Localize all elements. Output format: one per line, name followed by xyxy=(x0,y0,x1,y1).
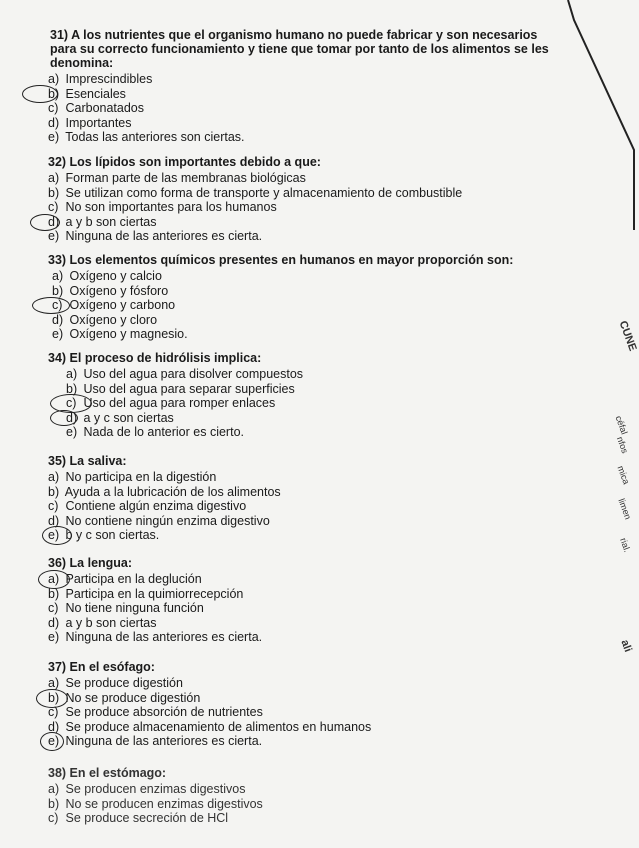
option-text: No se produce digestión xyxy=(65,690,201,705)
answer-circle-mark xyxy=(32,297,70,314)
option-letter: b) xyxy=(48,690,60,705)
option-letter: d) xyxy=(48,115,60,130)
question-title xyxy=(48,766,263,780)
option-text: Ninguna de las anteriores es cierta. xyxy=(65,734,263,748)
option-text: Importantes xyxy=(65,115,132,130)
option-a[interactable] xyxy=(48,72,549,87)
option-letter: d) xyxy=(52,312,64,327)
option-text: Se produce almacenamiento de alimentos en humanos xyxy=(65,719,372,734)
option-letter: d) xyxy=(66,410,78,425)
option-e[interactable] xyxy=(48,630,262,645)
option-c[interactable] xyxy=(48,811,263,826)
option-text: Contiene algún enzima digestivo xyxy=(65,499,247,513)
option-letter: a) xyxy=(52,269,64,283)
option-letter: d) xyxy=(48,719,60,734)
option-a[interactable] xyxy=(48,171,462,186)
question-title xyxy=(48,660,371,674)
option-letter: c) xyxy=(48,101,59,115)
option-letter: a) xyxy=(66,367,78,381)
option-text: Carbonatados xyxy=(65,101,145,115)
option-text: Oxígeno y cloro xyxy=(69,312,158,327)
option-c[interactable] xyxy=(48,396,303,411)
option-letter: c) xyxy=(48,601,59,615)
option-letter: a) xyxy=(48,782,60,796)
question-33 xyxy=(48,253,513,342)
title-line: 36) La lengua: xyxy=(48,556,133,570)
question-31 xyxy=(50,28,549,145)
option-letter: e) xyxy=(52,327,64,341)
option-text: b y c son ciertas. xyxy=(65,528,160,542)
option-letter: b) xyxy=(66,381,78,396)
option-text: Oxígeno y carbono xyxy=(69,298,176,312)
option-b[interactable] xyxy=(48,186,462,201)
option-text: Uso del agua para separar superficies xyxy=(83,381,295,396)
question-38 xyxy=(48,766,263,826)
margin-fragment: nfos xyxy=(614,435,631,455)
option-letter: a) xyxy=(48,171,60,185)
answer-circle-mark xyxy=(30,214,60,231)
option-text: a y b son ciertas xyxy=(65,214,157,229)
option-letter: b) xyxy=(48,484,60,499)
option-text: Oxígeno y magnesio. xyxy=(69,327,188,341)
option-text: Ninguna de las anteriores es cierta. xyxy=(65,630,263,644)
option-text: No participa en la digestión xyxy=(65,470,217,484)
option-letter: e) xyxy=(48,229,60,243)
option-text: Forman parte de las membranas biológicas xyxy=(65,171,306,185)
question-37 xyxy=(48,660,371,749)
option-letter: e) xyxy=(48,630,60,644)
option-letter: e) xyxy=(48,130,60,144)
margin-fragment: mica xyxy=(615,464,632,486)
question-title xyxy=(48,253,513,267)
page-edge-line xyxy=(560,0,636,230)
option-d[interactable] xyxy=(52,313,513,328)
question-title xyxy=(48,454,281,468)
option-a[interactable] xyxy=(48,676,371,691)
option-text: Ninguna de las anteriores es cierta. xyxy=(65,229,263,243)
question-title xyxy=(50,28,549,70)
option-e[interactable] xyxy=(52,327,513,342)
margin-fragment: CUNE xyxy=(616,319,639,353)
title-line: 38) En el estómago: xyxy=(48,766,167,780)
option-letter: c) xyxy=(48,499,59,513)
question-36 xyxy=(48,556,262,645)
title-line: 37) En el esófago: xyxy=(48,660,155,674)
option-letter: b) xyxy=(48,185,60,200)
margin-fragment: limen xyxy=(616,497,634,521)
option-text: Se produce secreción de HCl xyxy=(65,811,229,825)
option-text: No son importantes para los humanos xyxy=(65,200,277,214)
option-b[interactable] xyxy=(48,382,303,397)
option-letter: a) xyxy=(48,72,60,86)
option-text: Nada de lo anterior es cierto. xyxy=(83,425,244,439)
option-a[interactable] xyxy=(48,782,263,797)
option-letter: c) xyxy=(52,298,63,312)
title-line: 32) Los lípidos son importantes debido a que: xyxy=(48,155,321,169)
question-title xyxy=(48,556,262,570)
option-text: Imprescindibles xyxy=(65,72,153,86)
option-text: Participa en la deglución xyxy=(65,572,202,586)
title-line: 31) A los nutrientes que el organismo humano no puede fabricar y son necesarios xyxy=(50,28,538,42)
option-text: Oxígeno y calcio xyxy=(69,269,162,283)
option-d[interactable] xyxy=(48,116,549,131)
option-text: Uso del agua para disolver compuestos xyxy=(83,367,304,381)
option-b[interactable] xyxy=(48,691,371,706)
question-32 xyxy=(48,155,462,244)
title-line: 34) El proceso de hidrólisis implica: xyxy=(48,351,262,365)
option-text: Oxígeno y fósforo xyxy=(69,283,169,298)
option-e[interactable] xyxy=(48,425,303,440)
option-text: Se utilizan como forma de transporte y almacenamiento de combustible xyxy=(65,185,463,200)
option-letter: b) xyxy=(48,86,60,101)
option-c[interactable] xyxy=(48,705,371,720)
option-text: a y c son ciertas xyxy=(83,410,174,425)
option-e[interactable] xyxy=(48,528,281,543)
option-text: a y b son ciertas xyxy=(65,615,157,630)
margin-fragment: rial. xyxy=(618,536,633,554)
option-letter: a) xyxy=(48,676,60,690)
answer-circle-mark xyxy=(42,526,72,545)
answer-circle-mark xyxy=(22,85,58,103)
option-b[interactable] xyxy=(48,87,549,102)
option-text: Participa en la quimiorrecepción xyxy=(65,586,244,601)
option-d[interactable] xyxy=(48,411,303,426)
question-35 xyxy=(48,454,281,543)
option-d[interactable] xyxy=(48,720,371,735)
margin-fragment: ali xyxy=(618,638,634,654)
option-text: No tiene ninguna función xyxy=(65,601,204,615)
option-letter: c) xyxy=(48,705,59,719)
option-letter: c) xyxy=(66,396,77,410)
title-line: 35) La saliva: xyxy=(48,454,127,468)
option-letter: e) xyxy=(48,734,60,748)
option-a[interactable] xyxy=(52,269,513,284)
option-c[interactable] xyxy=(48,601,262,616)
option-letter: c) xyxy=(48,200,59,214)
question-34 xyxy=(48,351,303,440)
option-text: No contiene ningún enzima digestivo xyxy=(65,513,270,528)
option-letter: e) xyxy=(48,528,60,542)
option-letter: d) xyxy=(48,615,60,630)
option-text: Ayuda a la lubricación de los alimentos xyxy=(64,484,281,499)
option-c[interactable] xyxy=(48,101,549,116)
option-text: Se produce absorción de nutrientes xyxy=(65,705,263,719)
option-d[interactable] xyxy=(48,616,262,631)
option-text: Uso del agua para romper enlaces xyxy=(83,396,276,410)
title-line: para su correcto funcionamiento y tiene que tomar por tanto de los alimentos se les xyxy=(50,42,549,56)
option-b[interactable] xyxy=(48,797,263,812)
option-e[interactable] xyxy=(48,229,462,244)
option-text: Se producen enzimas digestivos xyxy=(65,782,246,796)
margin-fragment: céfal xyxy=(613,414,630,436)
option-text: Se produce digestión xyxy=(65,676,183,690)
option-letter: c) xyxy=(48,811,59,825)
option-e[interactable] xyxy=(48,734,371,749)
option-letter: b) xyxy=(52,283,64,298)
option-text: Todas las anteriores son ciertas. xyxy=(65,130,245,144)
option-letter: d) xyxy=(48,513,60,528)
option-letter: b) xyxy=(48,586,60,601)
option-letter: a) xyxy=(48,470,60,484)
question-title xyxy=(48,155,462,169)
option-letter: e) xyxy=(66,425,78,439)
option-d[interactable] xyxy=(48,215,462,230)
option-a[interactable] xyxy=(48,367,303,382)
option-c[interactable] xyxy=(48,200,462,215)
option-text: Esenciales xyxy=(65,86,126,101)
title-line: 33) Los elementos químicos presentes en humanos en mayor proporción son: xyxy=(48,253,514,267)
option-b[interactable] xyxy=(52,284,513,299)
option-a[interactable] xyxy=(48,470,281,485)
option-b[interactable] xyxy=(48,587,262,602)
option-text: No se producen enzimas digestivos xyxy=(65,796,263,811)
option-c[interactable] xyxy=(52,298,513,313)
option-letter: d) xyxy=(48,214,60,229)
answer-circle-mark xyxy=(40,732,64,751)
option-b[interactable] xyxy=(48,485,281,500)
question-title xyxy=(48,351,303,365)
option-letter: b) xyxy=(48,796,60,811)
option-c[interactable] xyxy=(48,499,281,514)
answer-circle-mark xyxy=(50,410,78,426)
option-d[interactable] xyxy=(48,514,281,529)
title-line: denomina: xyxy=(50,56,114,70)
option-a[interactable] xyxy=(48,572,262,587)
option-e[interactable] xyxy=(48,130,549,145)
option-letter: a) xyxy=(48,572,60,586)
